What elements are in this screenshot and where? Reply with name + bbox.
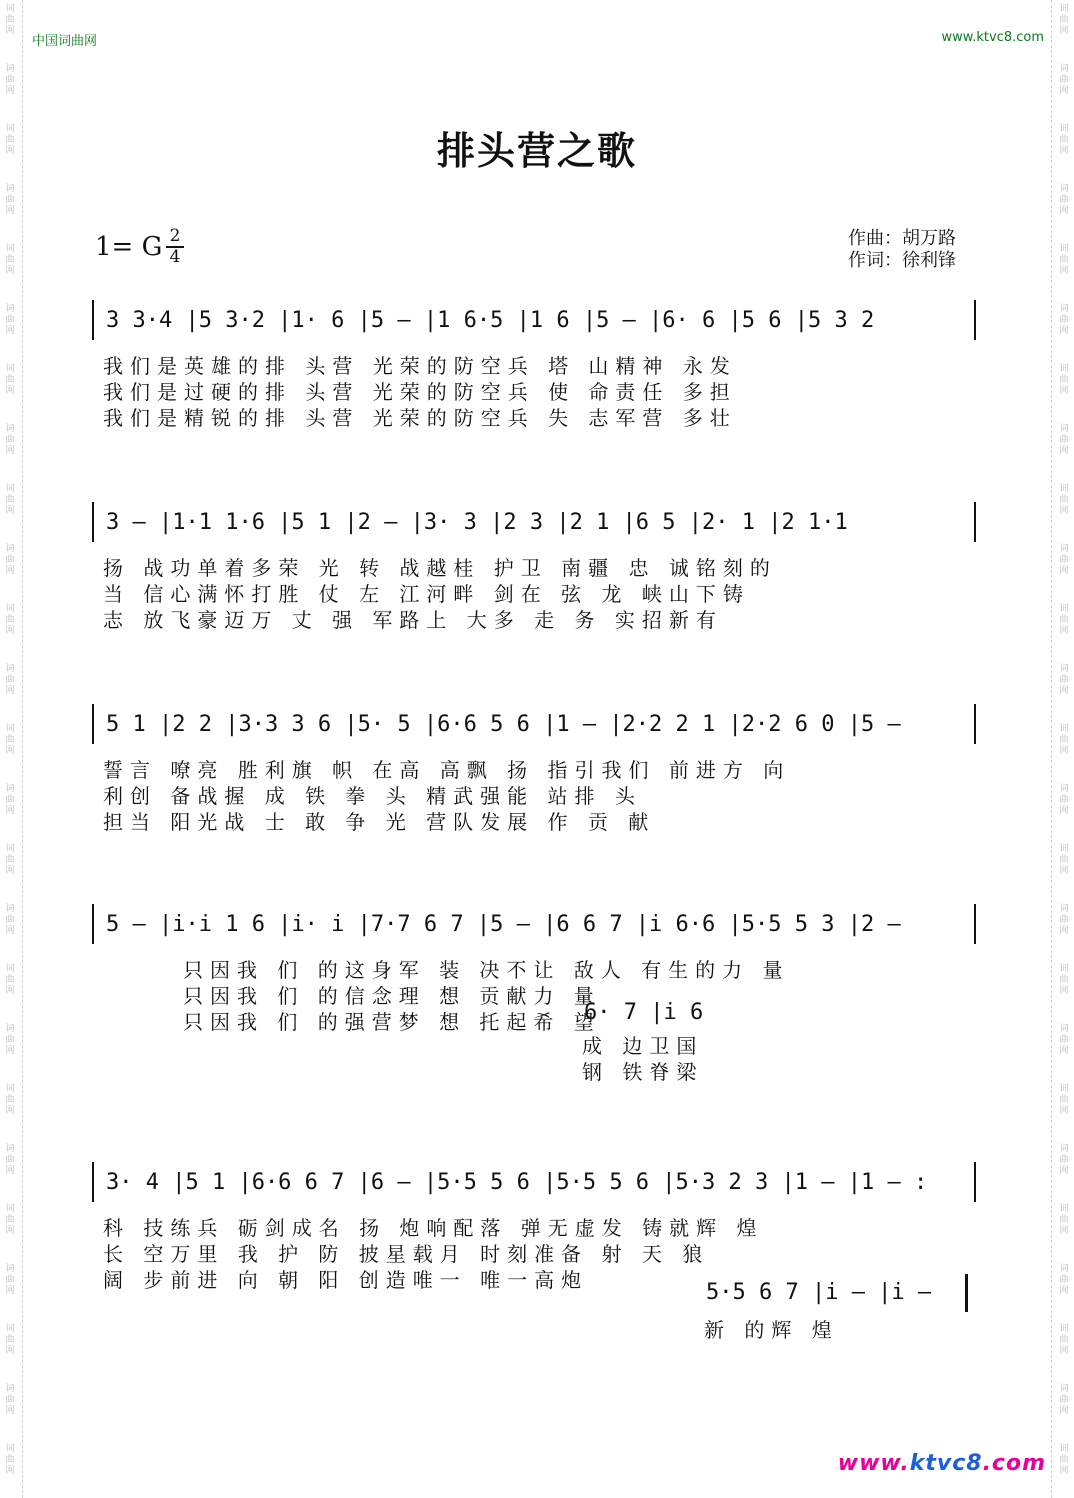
- watermark-glyphs: 词 曲 网: [5, 844, 15, 876]
- watermark-glyphs: 词 曲 网: [1059, 364, 1069, 396]
- time-sig-top: 2: [169, 226, 181, 246]
- lyric-verse-2: 只因我 们 的信念理 想 贡献力 量: [183, 984, 601, 1008]
- watermark-glyphs: 词 曲 网: [1059, 184, 1069, 216]
- lyric-verse-3: 我们是精锐的排 头营 光荣的防空兵 失 志军营 多壮: [103, 406, 737, 430]
- watermark-glyphs: 词 曲 网: [5, 1384, 15, 1416]
- watermark-glyphs: 词 曲 网: [1059, 724, 1069, 756]
- watermark-glyphs: 词 曲 网: [1059, 904, 1069, 936]
- watermark-glyphs: 词 曲 网: [1059, 1264, 1069, 1296]
- watermark-glyphs: 词 曲 网: [5, 304, 15, 336]
- watermark-glyphs: 词 曲 网: [1059, 1324, 1069, 1356]
- watermark-glyphs: 词 曲 网: [1059, 1444, 1069, 1476]
- watermark-glyphs: 词 曲 网: [5, 424, 15, 456]
- lyric-verse-1: 科 技练兵 砺剑成名 扬 炮响配落 弹无虚发 铸就辉 煌: [103, 1216, 764, 1240]
- final-barline: [965, 1274, 968, 1312]
- watermark-glyphs: 词 曲 网: [1059, 1144, 1069, 1176]
- lyric-verse-1: 只因我 们 的这身军 装 决不让 敌人 有生的力 量: [183, 958, 790, 982]
- key-signature: 1= G: [95, 232, 163, 262]
- logo-part-2: ktvc8: [909, 1451, 983, 1476]
- notation: 3 3·4 |5 3·2 |1· 6 |5 — |1 6·5 |1 6 |5 — |6· 6 |5 6 |5 3 2: [106, 308, 875, 333]
- watermark-glyphs: 词 曲 网: [5, 904, 15, 936]
- watermark-glyphs: 词 曲 网: [5, 1144, 15, 1176]
- watermark-glyphs: 词 曲 网: [5, 64, 15, 96]
- site-name[interactable]: 中国词曲网: [32, 34, 98, 49]
- watermark-glyphs: 词 曲 网: [5, 244, 15, 276]
- watermark-glyphs: 词 曲 网: [1059, 1084, 1069, 1116]
- footer-logo[interactable]: [838, 1451, 1046, 1476]
- lyric-verse-1: 扬 战功单着多荣 光 转 战越桂 护卫 南疆 忠 诚铭刻的: [103, 556, 777, 580]
- watermark-glyphs: 词 曲 网: [1059, 604, 1069, 636]
- watermark-glyphs: 词 曲 网: [5, 1444, 15, 1476]
- watermark-glyphs: 词 曲 网: [5, 184, 15, 216]
- composer-credit: 作曲：胡万路: [848, 228, 956, 249]
- lyric-verse-1: 我们是英雄的排 头营 光荣的防空兵 塔 山精神 永发: [103, 354, 737, 378]
- watermark-glyphs: 词 曲 网: [1059, 544, 1069, 576]
- notation: 5 1 |2 2 |3·3 3 6 |5· 5 |6·6 5 6 |1 — |2·2 2 1 |2·2 6 0 |5 —: [106, 712, 901, 737]
- alt-lyric-2: 钢 铁脊梁: [582, 1060, 704, 1084]
- notation: 3 — |1·1 1·6 |5 1 |2 — |3· 3 |2 3 |2 1 |6 5 |2· 1 |2 1·1: [106, 510, 848, 535]
- watermark-glyphs: 词 曲 网: [5, 664, 15, 696]
- staff-line: [92, 904, 976, 944]
- time-sig-bottom: 4: [169, 247, 181, 267]
- watermark-glyphs: 词 曲 网: [5, 1264, 15, 1296]
- ending-notation: 5·5 6 7 |i — |i —: [706, 1280, 932, 1305]
- watermark-glyphs: 词 曲 网: [5, 484, 15, 516]
- lyric-verse-2: 长 空万里 我 护 防 披星载月 时刻准备 射 天 狼: [103, 1242, 710, 1266]
- watermark-glyphs: 词 曲 网: [1059, 244, 1069, 276]
- watermark-glyphs: 词 曲 网: [1059, 964, 1069, 996]
- watermark-glyphs: 词 曲 网: [1059, 1024, 1069, 1056]
- watermark-glyphs: 词 曲 网: [1059, 124, 1069, 156]
- watermark-glyphs: 词 曲 网: [1059, 4, 1069, 36]
- lyric-verse-3: 担当 阳光战 士 敢 争 光 营队发展 作 贡 献: [103, 810, 656, 834]
- watermark-glyphs: 词 曲 网: [5, 964, 15, 996]
- time-signature: [166, 228, 184, 266]
- alt-lyric-1: 成 边卫国: [582, 1034, 704, 1058]
- watermark-glyphs: 词 曲 网: [5, 1084, 15, 1116]
- lyricist-credit: 作词：徐利锋: [848, 250, 956, 271]
- site-url[interactable]: www.ktvc8.com: [941, 30, 1044, 45]
- watermark-glyphs: 词 曲 网: [1059, 784, 1069, 816]
- watermark-glyphs: 词 曲 网: [5, 784, 15, 816]
- staff-line: [92, 704, 976, 744]
- watermark-glyphs: 词 曲 网: [5, 1204, 15, 1236]
- lyric-verse-3: 只因我 们 的强营梦 想 托起希 望: [183, 1010, 601, 1034]
- notation: 5 — |i·i 1 6 |i· i |7·7 6 7 |5 — |6 6 7 |i 6·6 |5·5 5 3 |2 —: [106, 912, 901, 937]
- watermark-glyphs: 词 曲 网: [5, 544, 15, 576]
- lyric-verse-2: 我们是过硬的排 头营 光荣的防空兵 使 命责任 多担: [103, 380, 737, 404]
- lyric-verse-2: 当 信心满怀打胜 仗 左 江河畔 剑在 弦 龙 峡山下铸: [103, 582, 750, 606]
- watermark-glyphs: 词 曲 网: [1059, 484, 1069, 516]
- watermark-glyphs: 词 曲 网: [1059, 1204, 1069, 1236]
- staff-line: [92, 300, 976, 340]
- watermark-glyphs: 词 曲 网: [1059, 424, 1069, 456]
- staff-line: [92, 502, 976, 542]
- watermark-glyphs: 词 曲 网: [5, 1024, 15, 1056]
- watermark-glyphs: 词 曲 网: [1059, 844, 1069, 876]
- watermark-glyphs: 词 曲 网: [1059, 304, 1069, 336]
- watermark-glyphs: 词 曲 网: [5, 124, 15, 156]
- ending-lyric: 新 的辉 煌: [704, 1318, 839, 1342]
- watermark-glyphs: 词 曲 网: [1059, 1384, 1069, 1416]
- watermark-glyphs: 词 曲 网: [5, 4, 15, 36]
- watermark-glyphs: 词 曲 网: [5, 604, 15, 636]
- logo-part-3: .com: [982, 1451, 1046, 1476]
- song-title: 排头营之歌: [436, 128, 637, 173]
- watermark-glyphs: 词 曲 网: [5, 1324, 15, 1356]
- lyric-verse-1: 誓言 嘹亮 胜利旗 帜 在高 高飘 扬 指引我们 前进方 向: [103, 758, 791, 782]
- watermark-glyphs: 词 曲 网: [5, 724, 15, 756]
- lyric-verse-3: 阔 步前进 向 朝 阳 创造唯一 唯一高炮: [103, 1268, 589, 1292]
- notation: 3· 4 |5 1 |6·6 6 7 |6 — |5·5 5 6 |5·5 5 6 |5·3 2 3 |1 — |1 — :: [106, 1170, 928, 1195]
- logo-part-1: www.: [837, 1451, 910, 1476]
- alt-notation: 6· 7 |i 6: [584, 1000, 704, 1025]
- lyric-verse-2: 利创 备战握 成 铁 拳 头 精武强能 站排 头: [103, 784, 642, 808]
- watermark-glyphs: 词 曲 网: [1059, 664, 1069, 696]
- lyric-verse-3: 志 放飞豪迈万 丈 强 军路上 大多 走 务 实招新有: [103, 608, 723, 632]
- watermark-glyphs: 词 曲 网: [5, 364, 15, 396]
- watermark-glyphs: 词 曲 网: [1059, 64, 1069, 96]
- staff-line: [92, 1162, 976, 1202]
